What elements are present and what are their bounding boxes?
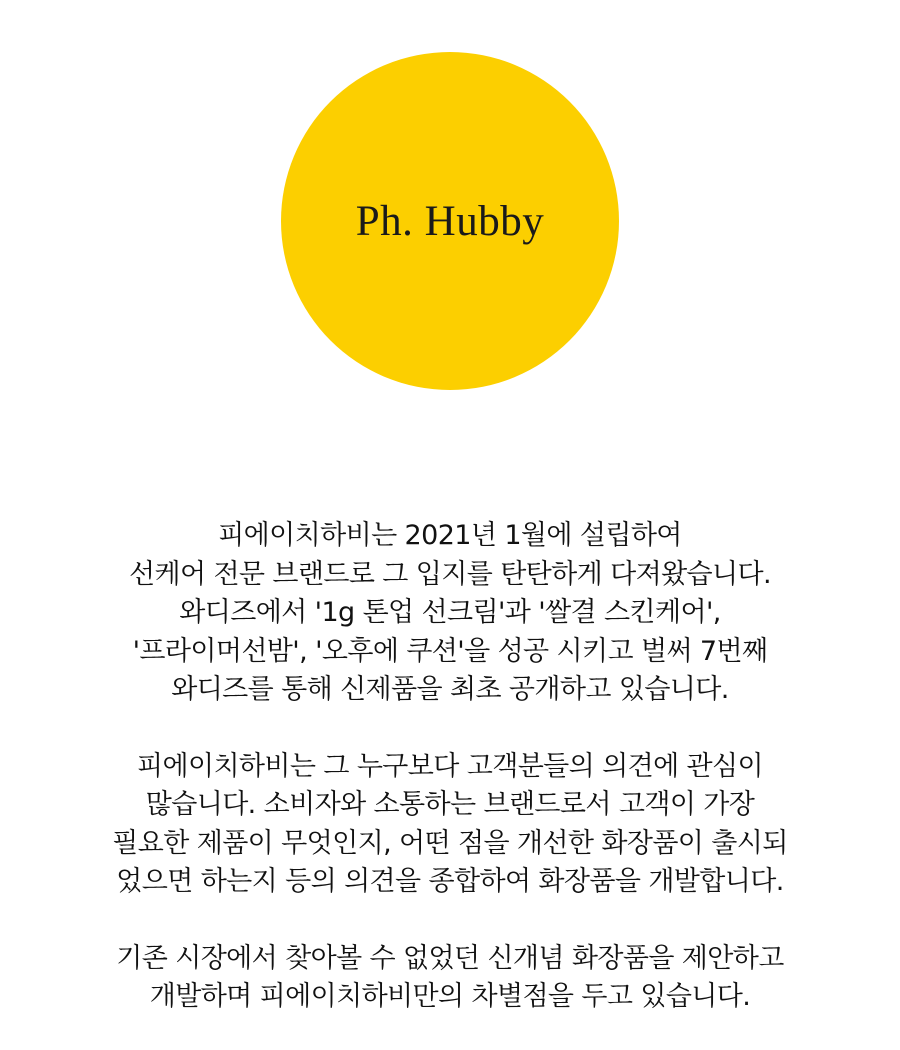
brand-logo-text: Ph. Hubby <box>355 197 545 245</box>
brand-logo-circle <box>281 52 619 390</box>
intro-paragraph-customer <box>0 748 900 902</box>
intro-line: 었으면 하는지 등의 의견을 종합하여 화장품을 개발합니다. <box>116 866 784 897</box>
intro-line: 선케어 전문 브랜드로 그 입지를 탄탄하게 다져왔습니다. <box>129 558 771 590</box>
intro-line: 와디즈를 통해 신제품을 최초 공개하고 있습니다. <box>171 674 729 705</box>
intro-line: 기존 시장에서 찾아볼 수 없었던 신개념 화장품을 제안하고 <box>116 942 784 974</box>
intro-line: '프라이머선밤', '오후에 쿠션'을 성공 시키고 벌써 7번째 <box>132 635 768 667</box>
intro-line: 필요한 제품이 무엇인지, 어떤 점을 개선한 화장품이 출시되 <box>112 827 788 859</box>
brand-intro <box>0 517 900 1017</box>
intro-line: 많습니다. 소비자와 소통하는 브랜드로서 고객이 가장 <box>145 789 755 820</box>
intro-paragraph-differentiation <box>0 940 900 1017</box>
intro-paragraph-founding <box>0 517 900 710</box>
intro-line: 와디즈에서 '1g 톤업 선크림'과 '쌀결 스킨케어', <box>179 597 721 628</box>
intro-line: 피에이치하비는 2021년 1월에 설립하여 <box>218 520 682 551</box>
intro-line: 개발하며 피에이치하비만의 차별점을 두고 있습니다. <box>149 981 751 1012</box>
intro-line: 피에이치하비는 그 누구보다 고객분들의 의견에 관심이 <box>137 750 763 782</box>
